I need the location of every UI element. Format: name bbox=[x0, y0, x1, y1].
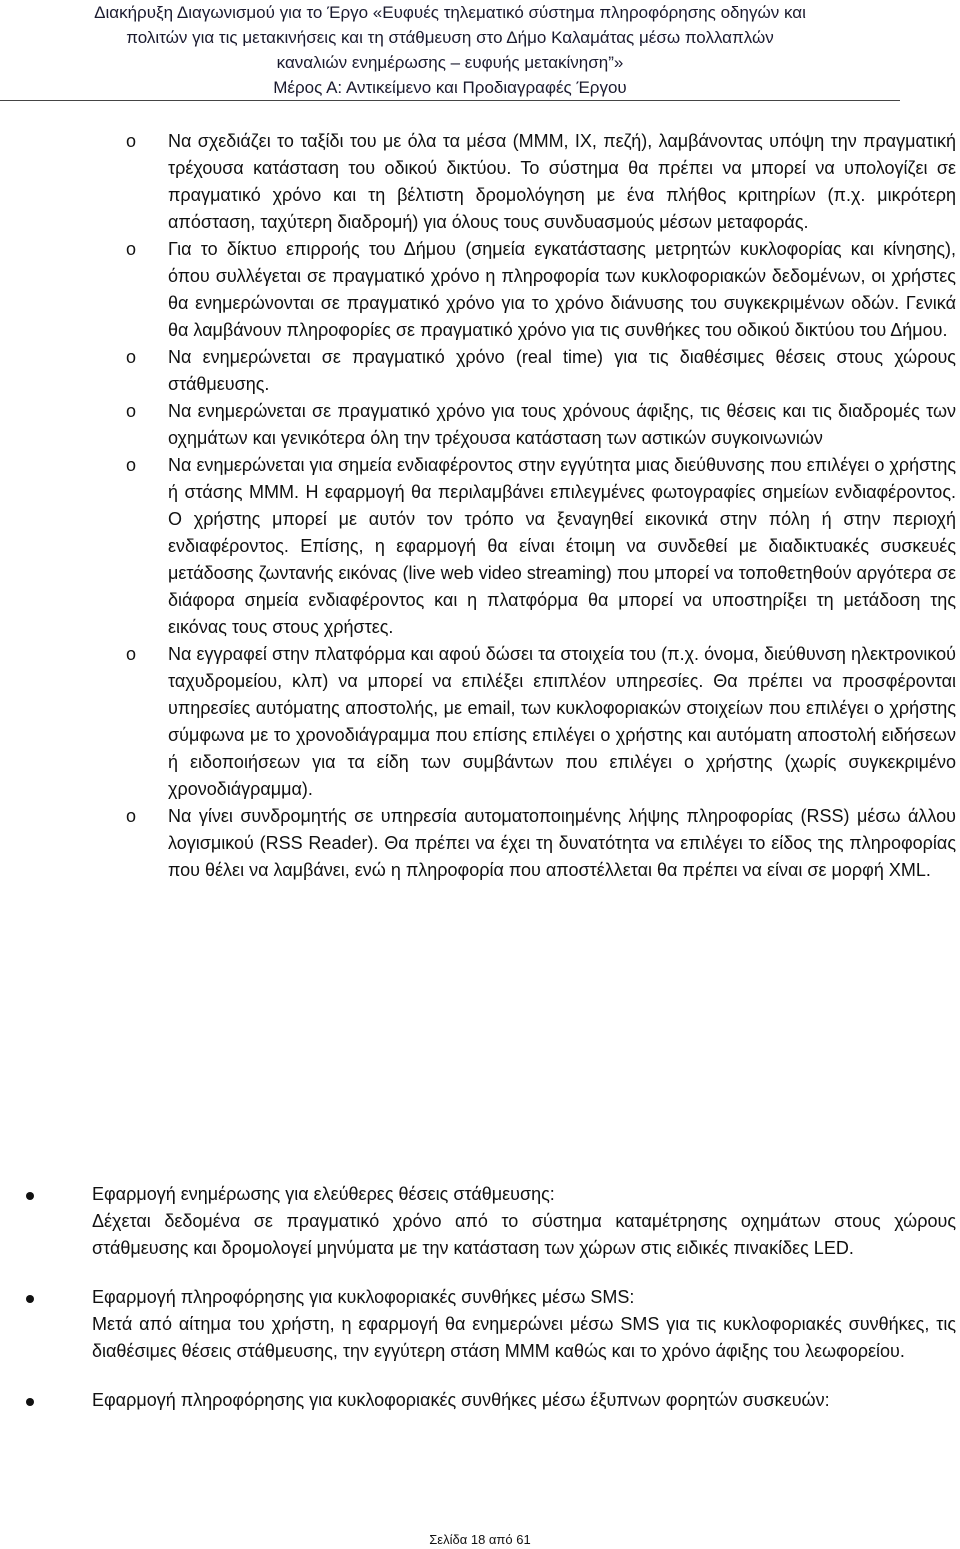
main-bullet-body: Δέχεται δεδομένα σε πραγματικό χρόνο από το σύστημα καταμέτρησης οχημάτων στους χώρους στάθμευσης και δρομολογεί μηνύματα με την κατάσταση των χώρων στις ειδικές πινακίδες LED. bbox=[92, 1211, 956, 1258]
sub-bullet-item bbox=[0, 398, 960, 452]
main-bullet-title: Εφαρμογή πληροφόρησης για κυκλοφοριακές συνθήκες μέσω έξυπνων φορητών συσκευών: bbox=[92, 1390, 830, 1410]
main-bullet-title: Εφαρμογή ενημέρωσης για ελεύθερες θέσεις στάθμευσης: bbox=[92, 1184, 555, 1204]
main-bullet-item bbox=[0, 1387, 960, 1414]
sub-bullet-marker: o bbox=[126, 131, 137, 151]
sub-bullet-marker: o bbox=[126, 401, 137, 421]
sub-bullet-marker: o bbox=[126, 455, 137, 475]
bullet-dot-icon bbox=[26, 1295, 34, 1303]
header-line: πολιτών για τις μετακινήσεις και τη στάθμευση στο Δήμο Καλαμάτας μέσω πολλαπλών bbox=[126, 28, 774, 47]
sub-bullet-marker: o bbox=[126, 644, 137, 664]
sub-bullet-marker: o bbox=[126, 347, 137, 367]
page-number: Σελίδα 18 από 61 bbox=[429, 1532, 531, 1547]
sub-bullet-item bbox=[0, 452, 960, 641]
sub-bullet-item bbox=[0, 641, 960, 803]
sub-bullet-text: Να εγγραφεί στην πλατφόρμα και αφού δώσει τα στοιχεία του (π.χ. όνομα, διεύθυνση ηλεκτρονικού ταχυδρομείου, κλπ) να μπορεί να επιλέξει επιπλέον υπηρεσίες. Θα πρέπει να προσφέρονται υπηρεσίες αυτόματης αποστολής, με email, των κυκλοφοριακών στοιχείων που επιλέγει ο χρήστης σύμφωνα με το χρονοδιάγραμμα που επίσης επιλέγει ο χρήστης και αυτόματη αποστολή ειδήσεων ή ειδοποιήσεων για τα είδη των συμβάντων που επιλέγει ο χρήστης (χωρίς συγκεκριμένο χρονοδιάγραμμα). bbox=[168, 644, 956, 799]
sub-bullet-item bbox=[0, 344, 960, 398]
sub-bullet-text: Να ενημερώνεται σε πραγματικό χρόνο για τους χρόνους άφιξης, τις θέσεις και τις διαδρομές των οχημάτων και γενικότερα όλη την τρέχουσα κατάσταση των αστικών συγκοινωνιών bbox=[168, 401, 956, 448]
sub-bullet-text: Για το δίκτυο επιρροής του Δήμου (σημεία εγκατάστασης μετρητών κυκλοφορίας και κίνησης), όπου συλλέγεται σε πραγματικό χρόνο η πληροφορία των κυκλοφοριακών δεδομένων, οι χρήστες θα ενημερώνονται σε πραγματικό χρόνο για το χρόνο διάνυσης του συγκεκριμένων οδών. Γενικά θα λαμβάνουν πληροφορίες σε πραγματικό χρόνο για τις συνθήκες του οδικού δικτύου του Δήμου. bbox=[168, 239, 956, 340]
bullet-dot-icon bbox=[26, 1398, 34, 1406]
main-bullet-title: Εφαρμογή πληροφόρησης για κυκλοφοριακές συνθήκες μέσω SMS: bbox=[92, 1287, 635, 1307]
sub-bullet-item bbox=[0, 128, 960, 236]
sub-bullet-marker: o bbox=[126, 239, 137, 259]
sub-bullet-marker: o bbox=[126, 806, 137, 826]
sub-bullet-text: Να ενημερώνεται για σημεία ενδιαφέροντος στην εγγύτητα μιας διεύθυνσης που επιλέγει ο χρήστης ή στάσης ΜΜΜ. Η εφαρμογή θα περιλαμβάνει επιλεγμένες φωτογραφίες σημείων ενδιαφέροντος. Ο χρήστης μπορεί με αυτόν τον τρόπο να ξεναγηθεί εικονικά στην πόλη ή στην περιοχή ενδιαφέροντος. Επίσης, η εφαρμογή θα είναι έτοιμη να συνδεθεί με διαδικτυακές συσκευές μετάδοσης ζωντανής εικόνας (live web video streaming) που μπορεί να τοποθετηθούν αργότερα σε διάφορα σημεία ενδιαφέροντος και η πλατφόρμα θα μπορεί να υποστηρίξει τη μετάδοση της εικόνας τους στους χρήστες. bbox=[168, 455, 956, 637]
header-line: Διακήρυξη Διαγωνισμού για το Έργο «Ευφυές τηλεματικό σύστημα πληροφόρησης οδηγών και bbox=[94, 3, 806, 22]
bullet-dot-icon bbox=[26, 1192, 34, 1200]
header-line: Μέρος Α: Αντικείμενο και Προδιαγραφές Έργου bbox=[273, 78, 627, 97]
sub-bullet-list bbox=[0, 128, 960, 884]
main-bullet-body: Μετά από αίτημα του χρήστη, η εφαρμογή θα ενημερώνει μέσω SMS για τις κυκλοφοριακές συνθήκες, τις διαθέσιμες θέσεις στάθμευσης, την εγγύτερη στάση ΜΜΜ καθώς και το χρόνο άφιξης του λεωφορείου. bbox=[92, 1314, 956, 1361]
header-divider bbox=[0, 100, 900, 101]
header-line: καναλιών ενημέρωσης – ευφυής μετακίνηση”» bbox=[276, 53, 624, 72]
sub-bullet-item bbox=[0, 236, 960, 344]
sub-bullet-text: Να γίνει συνδρομητής σε υπηρεσία αυτοματοποιημένης λήψης πληροφορίας (RSS) μέσω άλλου λογισμικού (RSS Reader). Θα πρέπει να έχει τη δυνατότητα να επιλέγει το είδος της πληροφορίας που θέλει να λαμβάνει, ενώ η πληροφορία που αποστέλλεται θα πρέπει να είναι σε μορφή XML. bbox=[168, 806, 956, 880]
sub-bullet-text: Να ενημερώνεται σε πραγματικό χρόνο (real time) για τις διαθέσιμες θέσεις στους χώρους στάθμευσης. bbox=[168, 347, 956, 394]
main-bullet-item bbox=[0, 1284, 960, 1365]
main-bullet-list bbox=[0, 1181, 960, 1436]
document-header bbox=[0, 0, 900, 100]
sub-bullet-item bbox=[0, 803, 960, 884]
sub-bullet-text: Να σχεδιάζει το ταξίδι του με όλα τα μέσα (ΜΜΜ, ΙΧ, πεζή), λαμβάνοντας υπόψη την πραγματική τρέχουσα κατάσταση του οδικού δικτύου. Το σύστημα θα πρέπει να μπορεί να υπολογίζει σε πραγματικό χρόνο και τη βέλτιστη δρομολόγηση με ένα πλήθος κριτηρίων (π.χ. μικρότερη απόσταση, ταχύτερη διαδρομή) για όλους τους συνδυασμούς μέσων μεταφοράς. bbox=[168, 131, 956, 232]
main-bullet-item bbox=[0, 1181, 960, 1262]
